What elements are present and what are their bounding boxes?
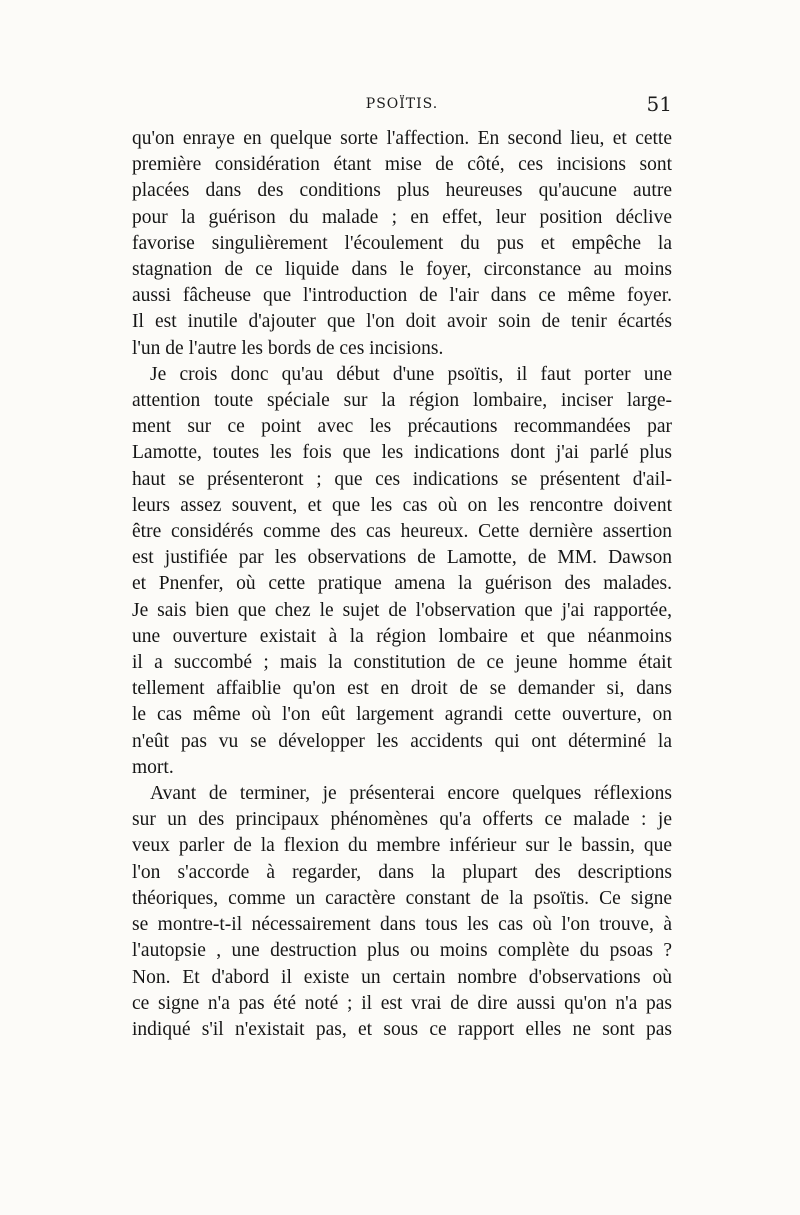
paragraph	[132, 362, 672, 781]
running-title: PSOÏTIS.	[365, 96, 439, 112]
text-line: théoriques, comme un caractère constant de la psoïtis. Ce signe	[132, 887, 672, 909]
text-line: une ouverture existait à la région lombaire et que néanmoins	[132, 625, 672, 647]
text-line: placées dans des conditions plus heureuses qu'aucune autre	[132, 180, 672, 202]
text-line: n'eût pas vu se développer les accidents qui ont déterminé la	[132, 730, 672, 752]
text-line: mort.	[132, 756, 174, 778]
text-line: veux parler de la flexion du membre inférieur sur le bassin, que	[132, 835, 672, 857]
text-line: l'on s'accorde à regarder, dans la plupart des descriptions	[132, 861, 672, 883]
text-line: favorise singulièrement l'écoulement du pus et empêche la	[132, 232, 672, 254]
text-line: ce signe n'a pas été noté ; il est vrai de dire aussi qu'on n'a pas	[132, 992, 672, 1014]
text-line: Je crois donc qu'au début d'une psoïtis, il faut porter une	[150, 363, 672, 385]
text-line: le cas même où l'on eût largement agrandi cette ouverture, on	[132, 704, 672, 726]
text-line: qu'on enraye en quelque sorte l'affection. En second lieu, et cette	[132, 128, 672, 149]
text-line: ment sur ce point avec les précautions recommandées par	[132, 416, 672, 438]
page-number: 51	[646, 92, 672, 116]
paragraph	[132, 781, 672, 1043]
text-line: leurs assez souvent, et que les cas où on les rencontre doivent	[132, 494, 672, 516]
text-line: Non. Et d'abord il existe un certain nombre d'observations où	[132, 966, 672, 988]
text-line: première considération étant mise de côté, ces incisions sont	[132, 154, 672, 176]
paragraph	[132, 126, 672, 362]
text-line: et Pnenfer, où cette pratique amena la guérison des malades.	[132, 573, 672, 595]
text-line: Il est inutile d'ajouter que l'on doit avoir soin de tenir écartés	[132, 311, 672, 333]
text-line: pour la guérison du malade ; en effet, leur position déclive	[132, 206, 672, 228]
text-line: haut se présenteront ; que ces indications se présentent d'ail-	[132, 468, 672, 490]
text-line: aussi fâcheuse que l'introduction de l'air dans ce même foyer.	[132, 285, 672, 307]
text-line: l'un de l'autre les bords de ces incisions.	[132, 337, 444, 359]
page-header	[132, 92, 672, 116]
text-line: se montre-t-il nécessairement dans tous les cas où l'on trouve, à	[132, 914, 672, 936]
text-line: stagnation de ce liquide dans le foyer, circonstance au moins	[132, 259, 672, 281]
text-line: est justifiée par les observations de Lamotte, de MM. Dawson	[132, 547, 672, 569]
text-line: Lamotte, toutes les fois que les indications dont j'ai parlé plus	[132, 442, 672, 464]
text-line: attention toute spéciale sur la région lombaire, inciser large-	[132, 390, 672, 412]
text-line: tellement affaiblie qu'on est en droit de se demander si, dans	[132, 678, 672, 700]
text-line: l'autopsie , une destruction plus ou moins complète du psoas ?	[132, 940, 672, 962]
text-line: Je sais bien que chez le sujet de l'observation que j'ai rapportée,	[132, 599, 672, 621]
text-line: il a succombé ; mais la constitution de ce jeune homme était	[132, 652, 672, 674]
text-line: Avant de terminer, je présenterai encore quelques réflexions	[150, 783, 672, 805]
text-line: sur un des principaux phénomènes qu'a offerts ce malade : je	[132, 809, 672, 831]
text-line: être considérés comme des cas heureux. Cette dernière assertion	[132, 521, 672, 543]
text-line: indiqué s'il n'existait pas, et sous ce rapport elles ne sont pas	[132, 1018, 672, 1040]
body-text	[132, 126, 672, 1043]
